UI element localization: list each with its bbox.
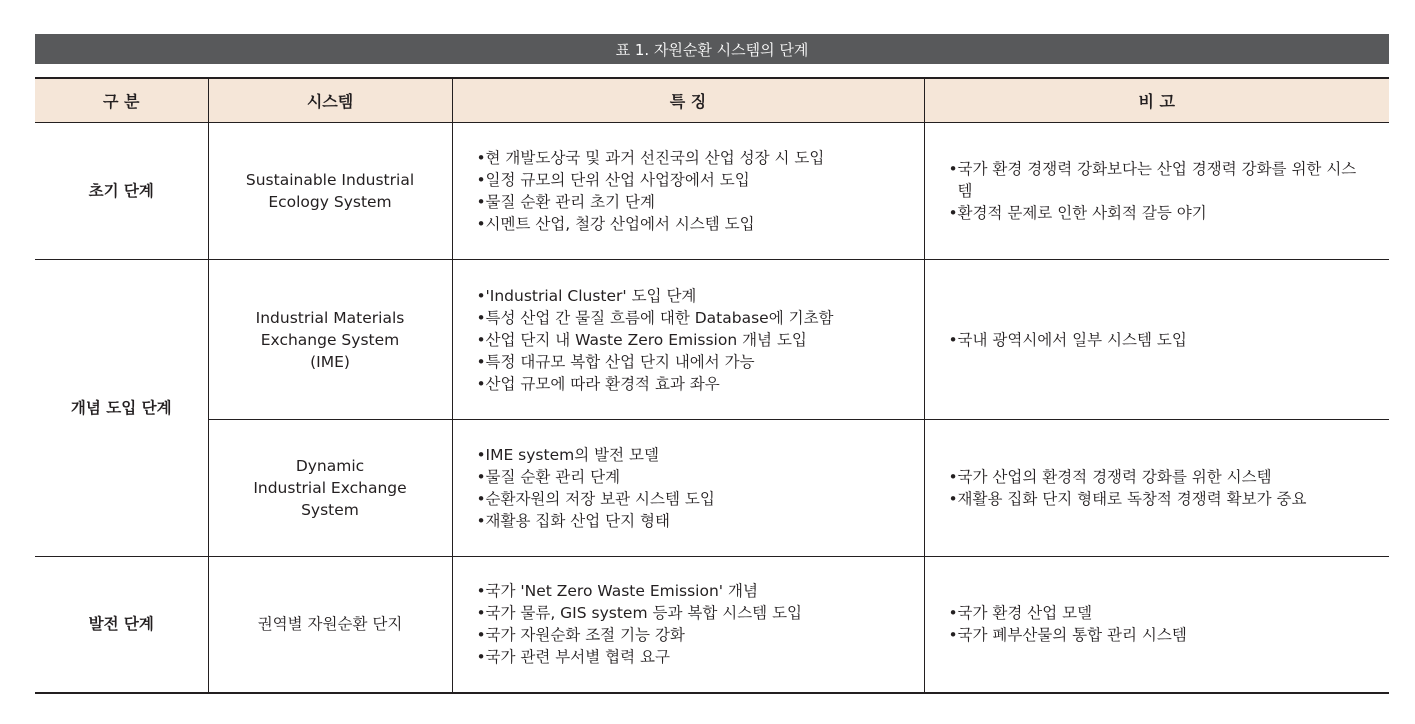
notes-list bbox=[925, 329, 1390, 351]
list-item: • 산업 규모에 따라 환경적 효과 좌우 bbox=[477, 373, 924, 395]
list-item: • 국가 물류, GIS system 등과 복합 시스템 도입 bbox=[477, 602, 924, 624]
header-features: 특 징 bbox=[452, 78, 924, 123]
features-list bbox=[453, 147, 924, 235]
table-row bbox=[35, 260, 1389, 420]
list-item: • 일정 규모의 단위 산업 사업장에서 도입 bbox=[477, 169, 924, 191]
table-row bbox=[35, 123, 1389, 260]
list-item: • 물질 순환 관리 초기 단계 bbox=[477, 191, 924, 213]
system-cell bbox=[208, 123, 452, 260]
list-item: • 시멘트 산업, 철강 산업에서 시스템 도입 bbox=[477, 213, 924, 235]
notes-list bbox=[925, 158, 1390, 224]
features-cell bbox=[452, 557, 924, 693]
features-cell bbox=[452, 260, 924, 420]
list-item: • 국가 자원순화 조절 기능 강화 bbox=[477, 624, 924, 646]
list-item: • 특성 산업 간 물질 흐름에 대한 Database에 기초함 bbox=[477, 307, 924, 329]
list-item: • 국가 'Net Zero Waste Emission' 개념 bbox=[477, 580, 924, 602]
header-system: 시스템 bbox=[208, 78, 452, 123]
list-item: • 'Industrial Cluster' 도입 단계 bbox=[477, 285, 924, 307]
header-notes: 비 고 bbox=[924, 78, 1389, 123]
list-item: • 순환자원의 저장 보관 시스템 도입 bbox=[477, 488, 924, 510]
system-cell bbox=[208, 420, 452, 557]
notes-cell bbox=[924, 123, 1389, 260]
system-line: Dynamic bbox=[295, 457, 365, 475]
list-item: • 국가 폐부산물의 통합 관리 시스템 bbox=[949, 624, 1390, 646]
list-item: • 재활용 집화 산업 단지 형태 bbox=[477, 510, 924, 532]
table-title: 표 1. 자원순환 시스템의 단계 bbox=[35, 34, 1389, 64]
notes-cell bbox=[924, 420, 1389, 557]
category-cell: 개념 도입 단계 bbox=[35, 260, 208, 557]
system-line: System bbox=[301, 501, 359, 519]
list-item: • 국내 광역시에서 일부 시스템 도입 bbox=[949, 329, 1390, 351]
system-line: 권역별 자원순환 단지 bbox=[257, 615, 403, 634]
system-cell bbox=[208, 260, 452, 420]
list-item: • 특정 대규모 복합 산업 단지 내에서 가능 bbox=[477, 351, 924, 373]
category-cell: 발전 단계 bbox=[35, 557, 208, 693]
features-list bbox=[453, 285, 924, 395]
system-line: Sustainable Industrial bbox=[245, 171, 415, 189]
list-item: • 국가 환경 경쟁력 강화보다는 산업 경쟁력 강화를 위한 시스템 bbox=[949, 158, 1360, 202]
system-line: Industrial Exchange bbox=[253, 479, 407, 497]
system-line: Exchange System bbox=[260, 330, 400, 349]
list-item: • 재활용 집화 단지 형태로 독창적 경쟁력 확보가 중요 bbox=[949, 488, 1390, 510]
features-cell bbox=[452, 420, 924, 557]
stages-table bbox=[35, 77, 1389, 694]
header-category: 구 분 bbox=[35, 78, 208, 123]
list-item: • 물질 순환 관리 단계 bbox=[477, 466, 924, 488]
table-row bbox=[35, 557, 1389, 693]
list-item: • 국가 환경 산업 모델 bbox=[949, 602, 1390, 624]
system-line: (IME) bbox=[310, 352, 350, 371]
features-cell bbox=[452, 123, 924, 260]
features-list bbox=[453, 580, 924, 668]
header-row bbox=[35, 78, 1389, 123]
notes-list bbox=[925, 602, 1390, 646]
system-line: Ecology System bbox=[268, 193, 392, 211]
list-item: • 국가 관련 부서별 협력 요구 bbox=[477, 646, 924, 668]
list-item: • 환경적 문제로 인한 사회적 갈등 야기 bbox=[949, 202, 1360, 224]
features-list bbox=[453, 444, 924, 532]
list-item: • IME system의 발전 모델 bbox=[477, 444, 924, 466]
list-item: • 국가 산업의 환경적 경쟁력 강화를 위한 시스템 bbox=[949, 466, 1390, 488]
system-cell bbox=[208, 557, 452, 693]
system-line: Industrial Materials bbox=[255, 308, 405, 327]
list-item: • 산업 단지 내 Waste Zero Emission 개념 도입 bbox=[477, 329, 924, 351]
notes-list bbox=[925, 466, 1390, 510]
table-row bbox=[35, 420, 1389, 557]
notes-cell bbox=[924, 557, 1389, 693]
category-cell: 초기 단계 bbox=[35, 123, 208, 260]
notes-cell bbox=[924, 260, 1389, 420]
list-item: • 현 개발도상국 및 과거 선진국의 산업 성장 시 도입 bbox=[477, 147, 924, 169]
